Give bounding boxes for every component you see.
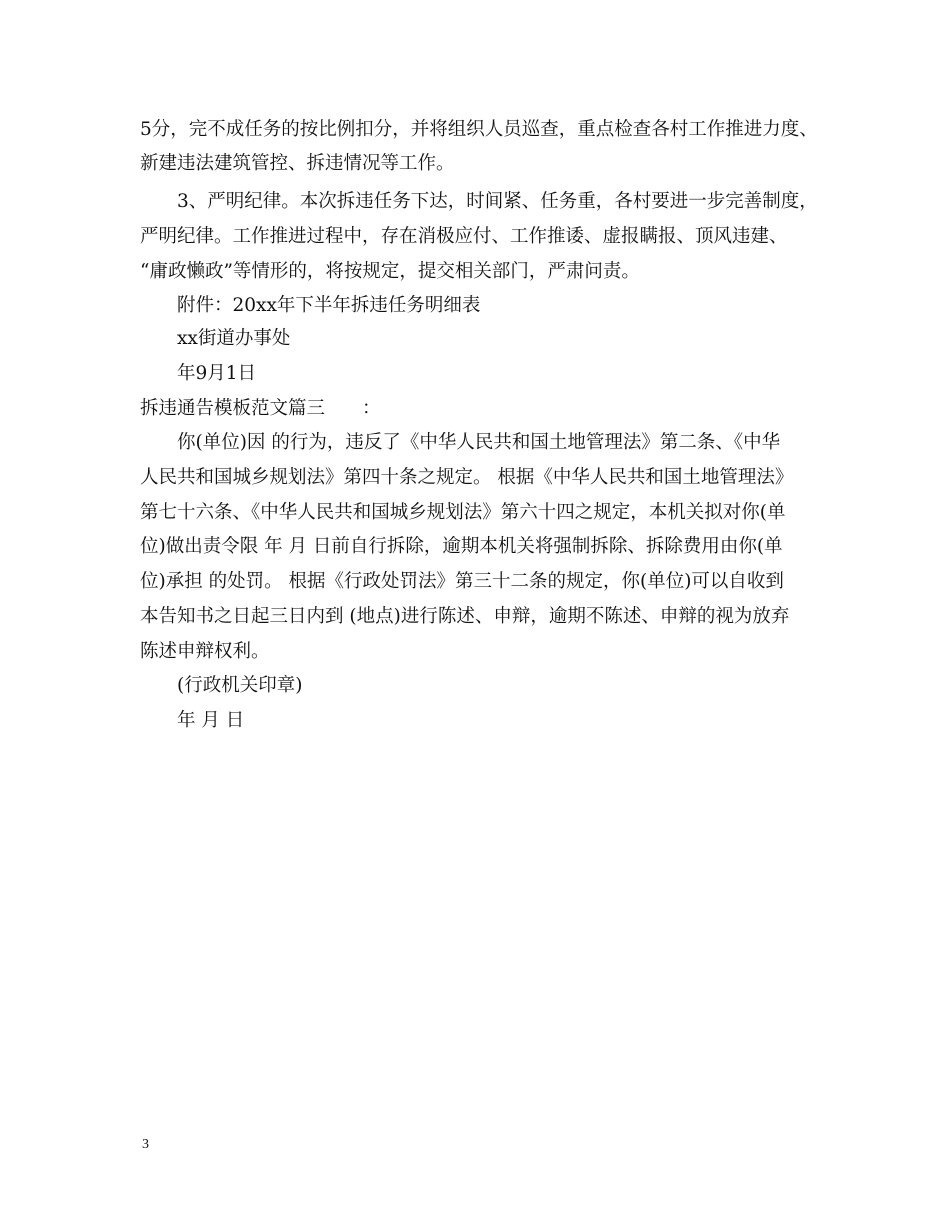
paragraph-line: 本告知书之日起三日内到 (地点)进行陈述、申辩，逾期不陈述、申辩的视为放弃 — [140, 606, 790, 627]
paragraph-line: 你(单位)因 的行为，违反了《中华人民共和国土地管理法》第二条、《中华 — [177, 432, 781, 453]
signature-office: xx街道办事处 — [177, 328, 291, 349]
paragraph-line: 新建违法建筑管控、拆违情况等工作。 — [140, 153, 455, 174]
paragraph-line: 位)做出责令限 年 月 日前自行拆除，逾期本机关将强制拆除、拆除费用由你(单 — [140, 536, 783, 557]
signature-date: 年9月1日 — [177, 363, 257, 384]
attachment-line: 附件：20xx年下半年拆违任务明细表 — [177, 295, 481, 316]
paragraph-line: 陈述申辩权利。 — [140, 641, 270, 662]
paragraph-line: “庸政懒政”等情形的，将按规定，提交相关部门，严肃问责。 — [140, 261, 640, 282]
paragraph-line: 第七十六条、《中华人民共和国城乡规划法》第六十四之规定，本机关拟对你(单 — [140, 502, 786, 523]
paragraph-line: 人民共和国城乡规划法》第四十条之规定。 根据《中华人民共和国土地管理法》 — [140, 467, 794, 488]
paragraph-line: 5分，完不成任务的按比例扣分，并将组织人员巡查，重点检查各村工作推进力度、 — [140, 119, 818, 140]
paragraph-line: 3、严明纪律。本次拆违任务下达，时间紧、任务重，各村要进一步完善制度， — [177, 191, 818, 212]
page-number: 3 — [142, 1137, 149, 1152]
paragraph-line: 严明纪律。工作推进过程中，存在消极应付、工作推诿、虚报瞒报、顶风违建、 — [140, 226, 788, 247]
section-heading: 拆违通告模板范文篇三 ： — [140, 398, 381, 419]
date-line: 年 月 日 — [177, 710, 245, 731]
paragraph-line: 位)承担 的处罚。 根据《行政处罚法》第三十二条的规定，你(单位)可以自收到 — [140, 571, 784, 592]
seal-line: (行政机关印章) — [177, 675, 303, 696]
